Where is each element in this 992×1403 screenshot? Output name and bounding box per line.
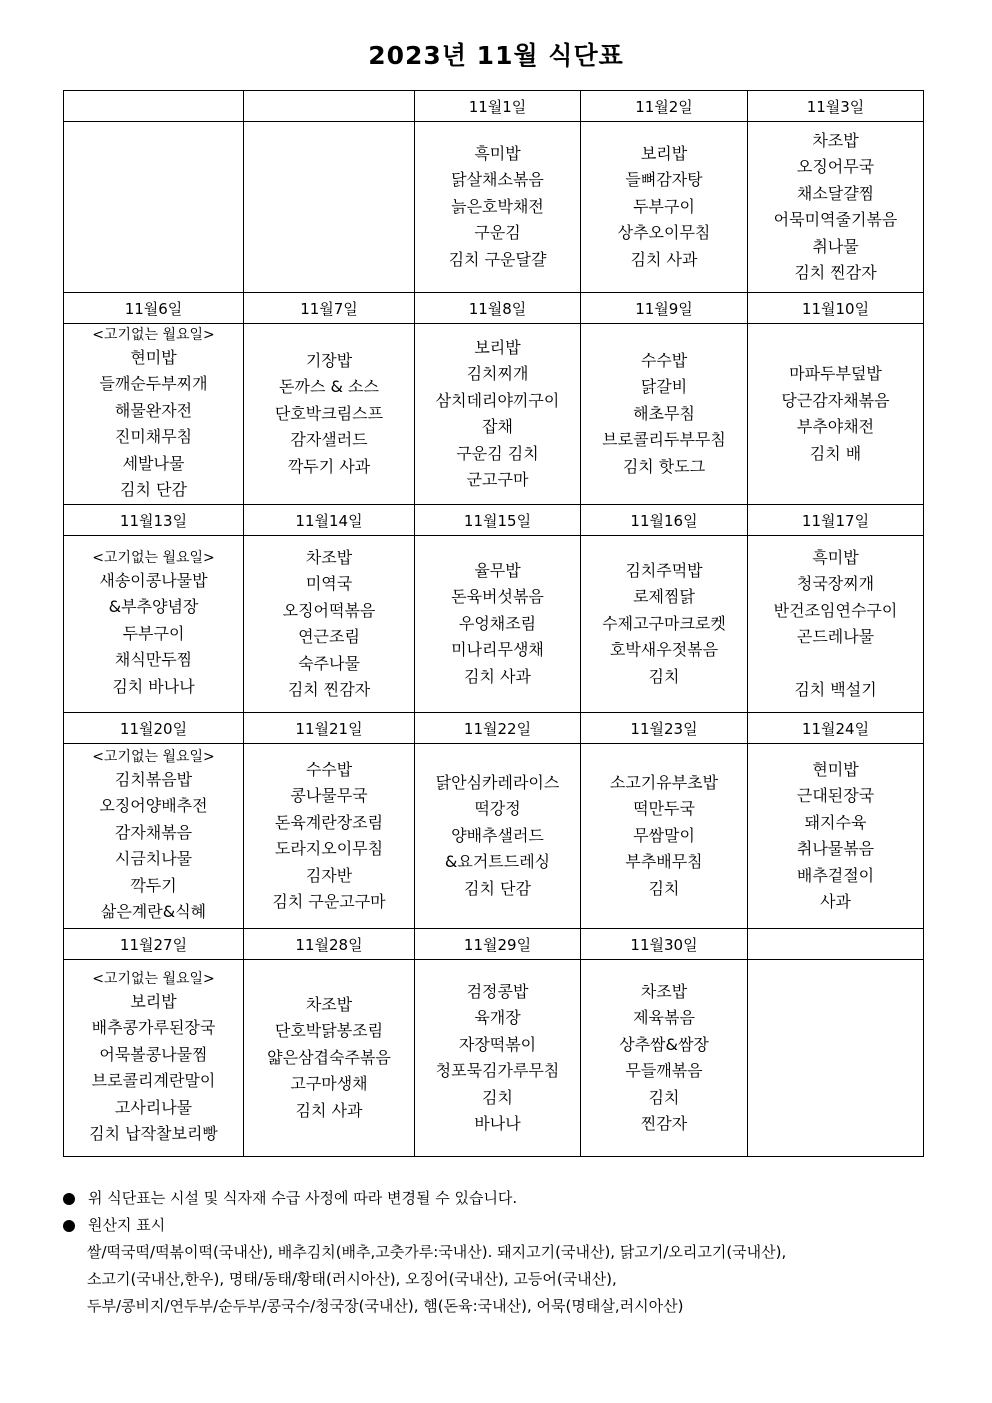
dish-item: 김자반 <box>305 865 353 885</box>
date-cell: 11월6일 <box>64 293 244 324</box>
dish-item: 취나물볶음 <box>796 839 875 858</box>
dish-item: 돈육계란장조림 <box>274 812 384 832</box>
menu-cell <box>244 122 415 293</box>
date-cell <box>748 929 924 960</box>
dish-item: 김치찌개 <box>466 364 529 383</box>
dish-item: 구운김 김치 <box>456 443 539 463</box>
menu-cell <box>415 122 581 293</box>
dish-item: 김치 <box>648 666 680 686</box>
date-cell: 11월30일 <box>581 929 748 960</box>
menu-cell <box>748 744 924 929</box>
date-cell: 11월9일 <box>581 293 748 324</box>
dish-item: 숙주나물 <box>298 653 360 673</box>
dish-item: 어묵미역줄기볶음 <box>773 210 898 229</box>
date-cell: 11월2일 <box>581 91 748 122</box>
dish-item: 군고구마 <box>466 470 529 489</box>
dish-item: 오징어양배추전 <box>99 796 208 815</box>
dish-item: 김치 사과 <box>295 1100 363 1120</box>
dish-item: 우엉채조림 <box>458 613 537 633</box>
meal-table <box>63 90 924 1157</box>
change-notice-text: 위 식단표는 시설 및 식자재 수급 사정에 따라 변경될 수 있습니다. <box>88 1189 518 1207</box>
dish-item: 닭갈비 <box>640 377 688 397</box>
dish-item: 배추겉절이 <box>796 865 875 885</box>
dish-item: 단호박닭봉조림 <box>274 1021 384 1041</box>
dish-item: 청포묵김가루무침 <box>435 1061 560 1080</box>
date-cell: 11월14일 <box>244 505 415 536</box>
dish-item: 배추콩가루된장국 <box>91 1018 216 1037</box>
dish-item: 바나나 <box>474 1114 521 1133</box>
dish-item: 상추쌈&쌈장 <box>619 1034 709 1054</box>
meatless-monday-note: <고기없는 월요일> <box>92 326 215 343</box>
dish-item: 김치 사과 <box>464 666 531 686</box>
menu-cell <box>64 122 244 293</box>
meatless-monday-note: <고기없는 월요일> <box>92 970 215 987</box>
menu-cell <box>748 122 924 293</box>
date-cell: 11월24일 <box>748 713 924 744</box>
meatless-monday-note: <고기없는 월요일> <box>92 549 215 566</box>
dish-item: 반건조임연수구이 <box>773 600 898 620</box>
menu-cell <box>415 960 581 1157</box>
dish-item: 김치 구운달걀 <box>448 249 547 269</box>
date-cell <box>64 91 244 122</box>
menu-row <box>64 324 924 505</box>
menu-cell <box>244 324 415 505</box>
menu-cell <box>581 536 748 713</box>
dish-item: 상추오이무침 <box>617 223 711 243</box>
dish-item: 브로콜리두부무침 <box>602 430 726 450</box>
dish-item: 진미채무침 <box>114 427 193 446</box>
menu-cell <box>64 536 244 713</box>
date-cell: 11월3일 <box>748 91 924 122</box>
dish-item: 수제고구마크로켓 <box>602 613 726 633</box>
page-title: 2023년 11월 식단표 <box>368 41 624 70</box>
dish-item: 찐감자 <box>640 1114 688 1133</box>
dish-item: 고구마생채 <box>290 1074 368 1094</box>
dish-item: 보리밥 <box>130 991 177 1011</box>
dish-item: 차조밥 <box>305 547 353 567</box>
dish-item: 두부구이 <box>633 196 695 216</box>
date-cell: 11월1일 <box>415 91 581 122</box>
bullet-icon <box>63 1220 75 1232</box>
menu-cell <box>748 536 924 713</box>
dish-item: 미역국 <box>305 574 353 593</box>
dish-item: 콩나물무국 <box>290 786 368 805</box>
menu-cell <box>748 960 924 1157</box>
dish-item: 해초무침 <box>633 403 695 423</box>
dish-item: 자장떡볶이 <box>458 1034 537 1054</box>
menu-cell <box>244 960 415 1157</box>
dish-item: 새송이콩나물밥 <box>99 570 208 590</box>
menu-cell <box>581 960 748 1157</box>
date-cell: 11월27일 <box>64 929 244 960</box>
dish-item: 깍두기 <box>130 875 177 895</box>
date-cell: 11월23일 <box>581 713 748 744</box>
dish-item: 김치 찐감자 <box>794 263 877 282</box>
dish-item: 김치 핫도그 <box>622 456 706 476</box>
dish-item: 세발나물 <box>122 453 185 473</box>
dish-item: 단호박크림스프 <box>274 403 384 423</box>
dish-item: 삶은계란&식혜 <box>100 902 207 921</box>
menu-cell <box>64 744 244 929</box>
dish-item: 흑미밥 <box>812 547 859 567</box>
origin-title: 원산지 표시 <box>88 1216 166 1234</box>
dish-item: 당근감자채볶음 <box>781 390 890 410</box>
dish-item: 김치 납작찰보리빵 <box>89 1124 218 1143</box>
date-cell: 11월8일 <box>415 293 581 324</box>
date-cell: 11월10일 <box>748 293 924 324</box>
dish-item: 닭살채소볶음 <box>451 170 544 190</box>
dish-item: 돈육버섯볶음 <box>451 587 544 607</box>
dish-item: 김치 <box>648 878 680 898</box>
dish-item: 늙은호박채전 <box>451 196 544 216</box>
date-cell: 11월15일 <box>415 505 581 536</box>
dish-item: 두부구이 <box>122 623 185 643</box>
dish-item: 검정콩밥 <box>466 981 529 1001</box>
dish-item: 율무밥 <box>474 560 521 580</box>
origin-line: 소고기(국내산,한우), 명태/동태/황태(러시아산), 오징어(국내산), 고등어(국내산), <box>87 1270 617 1288</box>
dish-item: 김치 사과 <box>630 249 698 269</box>
dish-item: 오징어떡볶음 <box>282 600 376 620</box>
origin-line: 두부/콩비지/연두부/순두부/콩국수/청국장(국내산), 햄(돈육:국내산), 어묵(명태살,러시아산) <box>87 1297 684 1315</box>
dish-item: 들깨순두부찌개 <box>99 374 208 393</box>
dish-item: 김치 배 <box>809 443 862 463</box>
dish-item: 돼지수육 <box>804 812 867 832</box>
menu-cell <box>244 536 415 713</box>
dish-item: 보리밥 <box>640 143 688 163</box>
dish-item: 시금치나물 <box>114 849 193 868</box>
dish-item: 차조밥 <box>812 130 859 150</box>
dish-item: 감자채볶음 <box>114 822 193 842</box>
notes-section <box>63 1185 943 1320</box>
dish-item: 김치 구운고구마 <box>272 892 386 911</box>
dish-item: 양배추샐러드 <box>451 825 544 845</box>
menu-row <box>64 744 924 929</box>
dish-item: 도라지오이무침 <box>274 839 384 858</box>
dish-item: 김치 단감 <box>120 480 187 499</box>
dish-item <box>833 651 838 678</box>
dish-item: 제육볶음 <box>633 1008 695 1027</box>
dish-item: 얇은삼겹숙주볶음 <box>267 1047 391 1067</box>
menu-row <box>64 122 924 293</box>
dish-item: 부추배무침 <box>625 852 703 872</box>
dish-item: 떡만두국 <box>633 799 695 819</box>
dish-item: 청국장찌개 <box>796 574 875 593</box>
dish-item: 수수밥 <box>640 350 688 370</box>
date-cell: 11월7일 <box>244 293 415 324</box>
menu-cell <box>64 324 244 505</box>
dish-item: 닭안심카레라이스 <box>435 772 560 792</box>
date-row <box>64 91 924 122</box>
dish-item: 김치 <box>648 1087 680 1107</box>
dish-item: 김치 찐감자 <box>287 680 371 699</box>
dish-item: 흑미밥 <box>474 143 521 163</box>
bullet-icon <box>63 1193 75 1205</box>
dish-item: 김치 바나나 <box>112 676 195 696</box>
dish-item: 차조밥 <box>640 981 688 1001</box>
change-notice <box>63 1185 943 1212</box>
menu-cell <box>581 122 748 293</box>
meatless-monday-note: <고기없는 월요일> <box>92 748 215 765</box>
dish-item: 채식만두찜 <box>114 650 193 670</box>
dish-item: 삼치데리야끼구이 <box>435 390 560 410</box>
date-row <box>64 929 924 960</box>
dish-item: 브로콜리계란말이 <box>91 1071 216 1090</box>
menu-cell <box>748 324 924 505</box>
date-cell: 11월22일 <box>415 713 581 744</box>
origin-heading <box>63 1212 943 1239</box>
dish-item: 구운김 <box>474 223 521 243</box>
origin-line: 쌀/떡국떡/떡볶이떡(국내산), 배추김치(배추,고춧가루:국내산). 돼지고기(국내산), 닭고기/오리고기(국내산), <box>87 1243 787 1261</box>
date-cell: 11월20일 <box>64 713 244 744</box>
dish-item: 김치볶음밥 <box>114 769 193 789</box>
dish-item: 깍두기 사과 <box>287 456 371 476</box>
dish-item: 오징어무국 <box>796 157 875 176</box>
dish-item: 곤드레나물 <box>796 627 875 646</box>
dish-item: 떡강정 <box>474 799 521 819</box>
dish-item: 김치 <box>482 1087 513 1107</box>
dish-item: 김치 백설기 <box>794 680 877 699</box>
dish-item: 사과 <box>820 892 851 911</box>
menu-cell <box>581 324 748 505</box>
dish-item: 김치 단감 <box>464 878 531 898</box>
dish-item: 소고기유부초밥 <box>609 772 719 792</box>
dish-item: &요거트드레싱 <box>444 852 551 872</box>
dish-item: 어묵볼콩나물찜 <box>99 1044 208 1064</box>
date-cell: 11월17일 <box>748 505 924 536</box>
dish-item: 고사리나물 <box>114 1097 193 1117</box>
date-cell: 11월21일 <box>244 713 415 744</box>
date-cell: 11월16일 <box>581 505 748 536</box>
menu-row <box>64 960 924 1157</box>
dish-item: &부추양념장 <box>108 597 199 617</box>
dish-item: 보리밥 <box>474 337 521 357</box>
dish-item: 돈까스 & 소스 <box>279 377 379 397</box>
date-cell: 11월28일 <box>244 929 415 960</box>
dish-item: 기장밥 <box>305 350 353 370</box>
date-cell: 11월13일 <box>64 505 244 536</box>
date-row <box>64 505 924 536</box>
date-row <box>64 293 924 324</box>
dish-item: 취나물 <box>812 236 859 256</box>
dish-item: 차조밥 <box>305 994 353 1014</box>
dish-item: 로제찜닭 <box>633 587 695 607</box>
dish-item: 해물완자전 <box>114 400 193 420</box>
dish-item: 들뼈감자탕 <box>625 170 703 190</box>
dish-item: 수수밥 <box>305 759 353 779</box>
dish-item: 잡채 <box>482 417 513 436</box>
dish-item: 김치주먹밥 <box>625 560 703 580</box>
dish-item: 채소달걀찜 <box>796 183 875 203</box>
dish-item: 육개장 <box>474 1008 521 1027</box>
dish-item: 마파두부덮밥 <box>789 364 882 383</box>
menu-cell <box>244 744 415 929</box>
dish-item: 근대된장국 <box>796 786 875 805</box>
dish-item: 미나리무생채 <box>451 640 544 660</box>
dish-item: 연근조림 <box>298 627 360 646</box>
date-cell <box>244 91 415 122</box>
dish-item: 부추야채전 <box>796 417 875 436</box>
dish-item: 호박새우젓볶음 <box>609 640 719 660</box>
dish-item: 현미밥 <box>130 347 177 367</box>
menu-row <box>64 536 924 713</box>
dish-item: 무쌈말이 <box>633 825 695 845</box>
menu-cell <box>581 744 748 929</box>
menu-cell <box>415 536 581 713</box>
date-cell: 11월29일 <box>415 929 581 960</box>
date-row <box>64 713 924 744</box>
dish-item: 감자샐러드 <box>290 430 368 450</box>
menu-cell <box>415 744 581 929</box>
menu-cell <box>64 960 244 1157</box>
menu-cell <box>415 324 581 505</box>
dish-item: 무들깨볶음 <box>625 1061 703 1080</box>
dish-item: 현미밥 <box>812 759 859 779</box>
